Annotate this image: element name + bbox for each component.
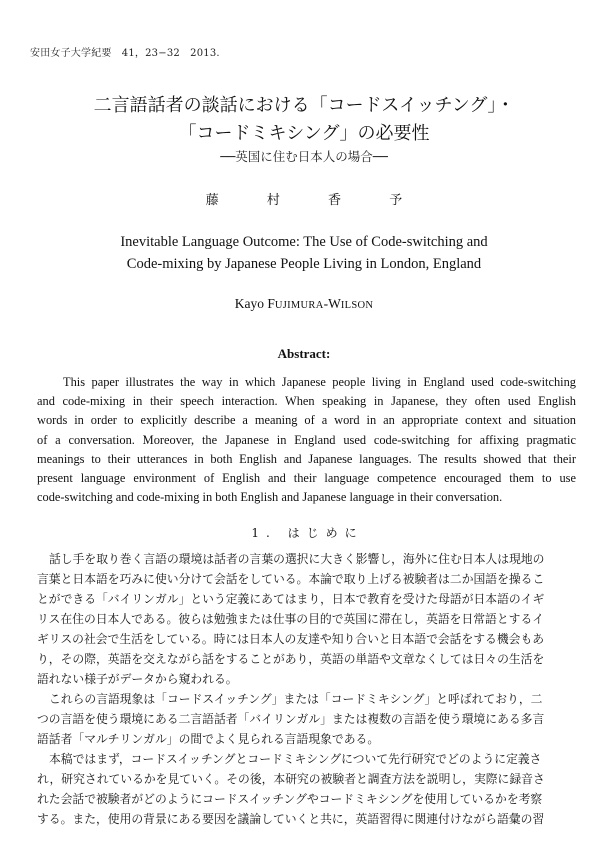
- author-surname2-rest: ILSON: [340, 300, 374, 311]
- body-line: つの言語を使う環境にある二言語話者「バイリンガル」または複数の言語を使う環境にある多言: [37, 712, 545, 726]
- body-line: り，その際，英語を交えながら話をすることがあり，英語の単語や文章なくしては日々の生活を: [37, 652, 545, 666]
- body-line: 語れない様子がデータから窺われる。: [37, 672, 238, 686]
- author-given-name: Kayo: [234, 296, 268, 311]
- author-surname-dash: -: [323, 296, 329, 311]
- author-surname-initial: F: [267, 296, 275, 311]
- body-line: れた会話で被験者がどのようにコードスイッチングやコードミキシングを使用しているかを考察: [37, 792, 543, 806]
- author-english: [0, 296, 608, 312]
- introduction-body: [37, 549, 577, 829]
- body-line: 言葉と日本語を巧みに使い分けて会話をしている。本論で取り上げる被験者は二か国語を操るこ: [37, 572, 545, 586]
- abstract-line: of a conversation. Moreover, the Japanese in England used code-switching for affixing pragmatic: [37, 432, 576, 447]
- abstract-line: meanings to their utterances in both English and Japanese languages. The results showed that their: [37, 451, 576, 466]
- body-line: ギリスの社会で生活をしている。時には日本人の友達や知り合いと日本語で会話をする機会もあ: [37, 632, 545, 646]
- japanese-title-line-2: 「コードミキシング」の必要性: [178, 123, 430, 144]
- japanese-subtitle: ──英国に住む日本人の場合──: [220, 149, 388, 164]
- english-title-line-2: Code-mixing by Japanese People Living in London, England: [126, 256, 482, 272]
- body-line: これらの言語現象は「コードスイッチング」または「コードミキシング」と呼ばれており，二: [49, 692, 543, 706]
- abstract-line: This paper illustrates the way in which Japanese people living in England used code-switching: [63, 375, 576, 389]
- author-surname-rest: UJIMURA: [274, 300, 324, 311]
- body-line: する。また，使用の背景にある要因を議論していくと共に，英語習得に関連付けながら語彙の習: [37, 812, 545, 826]
- journal-header: 安田女子大学紀要 41，23−32 2013.: [30, 48, 220, 59]
- abstract-line: code-switching and code-mixing in both English and Japanese language in their conversation.: [37, 490, 503, 505]
- abstract-heading: Abstract:: [277, 346, 331, 361]
- abstract-line: present language environment of English and their language competence encouraged them to use: [37, 471, 576, 486]
- body-line: 話し手を取り巻く言語の環境は話者の言葉の選択に大きく影響し，海外に住む日本人は現地の: [49, 552, 545, 566]
- body-line: れ，研究されているかを見ていく。その後，本研究の被験者と調査方法を説明し，実際に録音さ: [37, 772, 545, 786]
- abstract-line: and code-mixing in their speech interaction. When speaking in Japanese, they often used English: [37, 394, 576, 409]
- author-surname2-initial: W: [328, 296, 341, 311]
- english-title-line-1: Inevitable Language Outcome: The Use of Code-switching and: [120, 234, 488, 250]
- author-japanese: 藤 村 香 予: [205, 193, 425, 208]
- section-heading-introduction: 1. はじめに: [251, 526, 364, 540]
- abstract-body: [37, 373, 576, 507]
- abstract-line: words in order to explicitly describe a meaning of a word in an appropriate context and situation: [37, 413, 576, 428]
- body-line: とができる「バイリンガル」という定義にあてはまり，日本で教育を受けた母語が日本語のイギ: [37, 592, 545, 606]
- body-line: リス在住の日本人である。彼らは勉強または仕事の目的で英国に滞在し，英語を日常語とするイ: [37, 612, 545, 626]
- body-line: 語話者「マルチリンガル」の間でよく見られる言語現象である。: [37, 732, 380, 746]
- japanese-title-line-1: 二言語話者の談話における「コードスイッチング」・: [93, 95, 515, 116]
- body-line: 本稿ではまず，コードスイッチングとコードミキシングについて先行研究でどのように定義さ: [49, 752, 542, 766]
